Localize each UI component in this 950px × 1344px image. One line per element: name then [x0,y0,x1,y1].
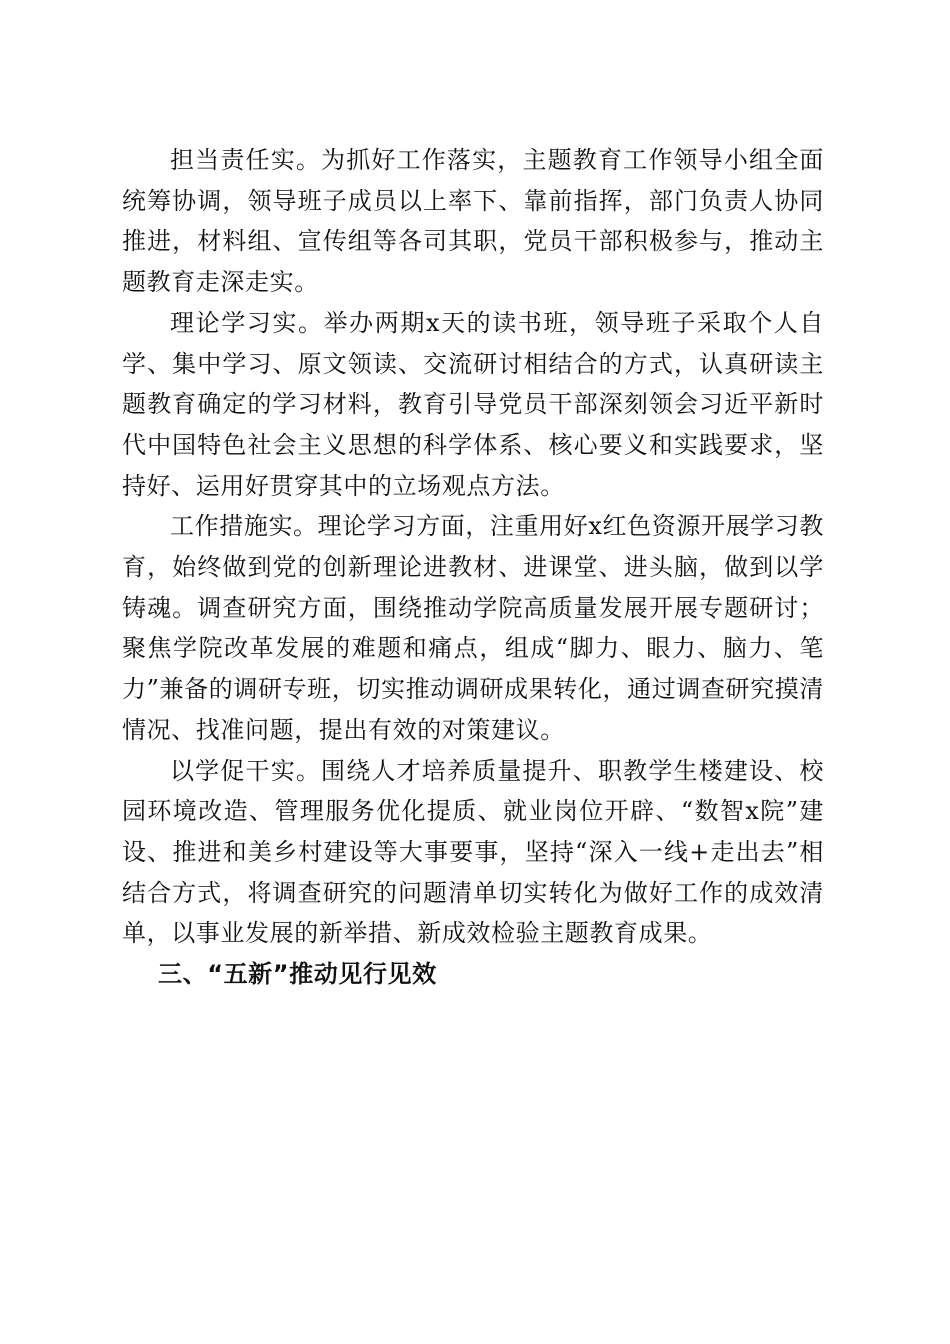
paragraph-responsibility: 担当责任实。为抓好工作落实，主题教育工作领导小组全面统筹协调，领导班子成员以上率下、靠前指挥，部门负责人协同推进，材料组、宣传组等各司其职，党员干部积极参与，推动主题教育走深走实。 [122,146,824,297]
paragraph-study-promotes-work: 以学促干实。围绕人才培养质量提升、职教学生楼建设、校园环境改造、管理服务优化提质、就业岗位开辟、“数智x院”建设、推进和美乡村建设等大事要事，坚持“深入一线+走出去”相结合方式，将调查研究的问题清单切实转化为做好工作的成效清单，以事业发展的新举措、新成效检验主题教育成果。 [122,756,824,948]
paragraph-theory-study: 理论学习实。举办两期x天的读书班，领导班子采取个人自学、集中学习、原文领读、交流研讨相结合的方式，认真研读主题教育确定的学习材料，教育引导党员干部深刻领会习近平新时代中国特色社会主义思想的科学体系、核心要义和实践要求，坚持好、运用好贯穿其中的立场观点方法。 [122,308,824,500]
paragraph-work-measures: 工作措施实。理论学习方面，注重用好x红色资源开展学习教育，始终做到党的创新理论进教材、进课堂、进头脑，做到以学铸魂。调查研究方面，围绕推动学院高质量发展开展专题研讨；聚焦学院改革发展的难题和痛点，组成“脚力、眼力、脑力、笔力”兼备的调研专班，切实推动调研成果转化，通过调查研究摸清情况、找准问题，提出有效的对策建议。 [122,512,824,744]
section-heading: 三、“五新”推动见行见效 [158,960,437,989]
document-body [122,140,824,995]
